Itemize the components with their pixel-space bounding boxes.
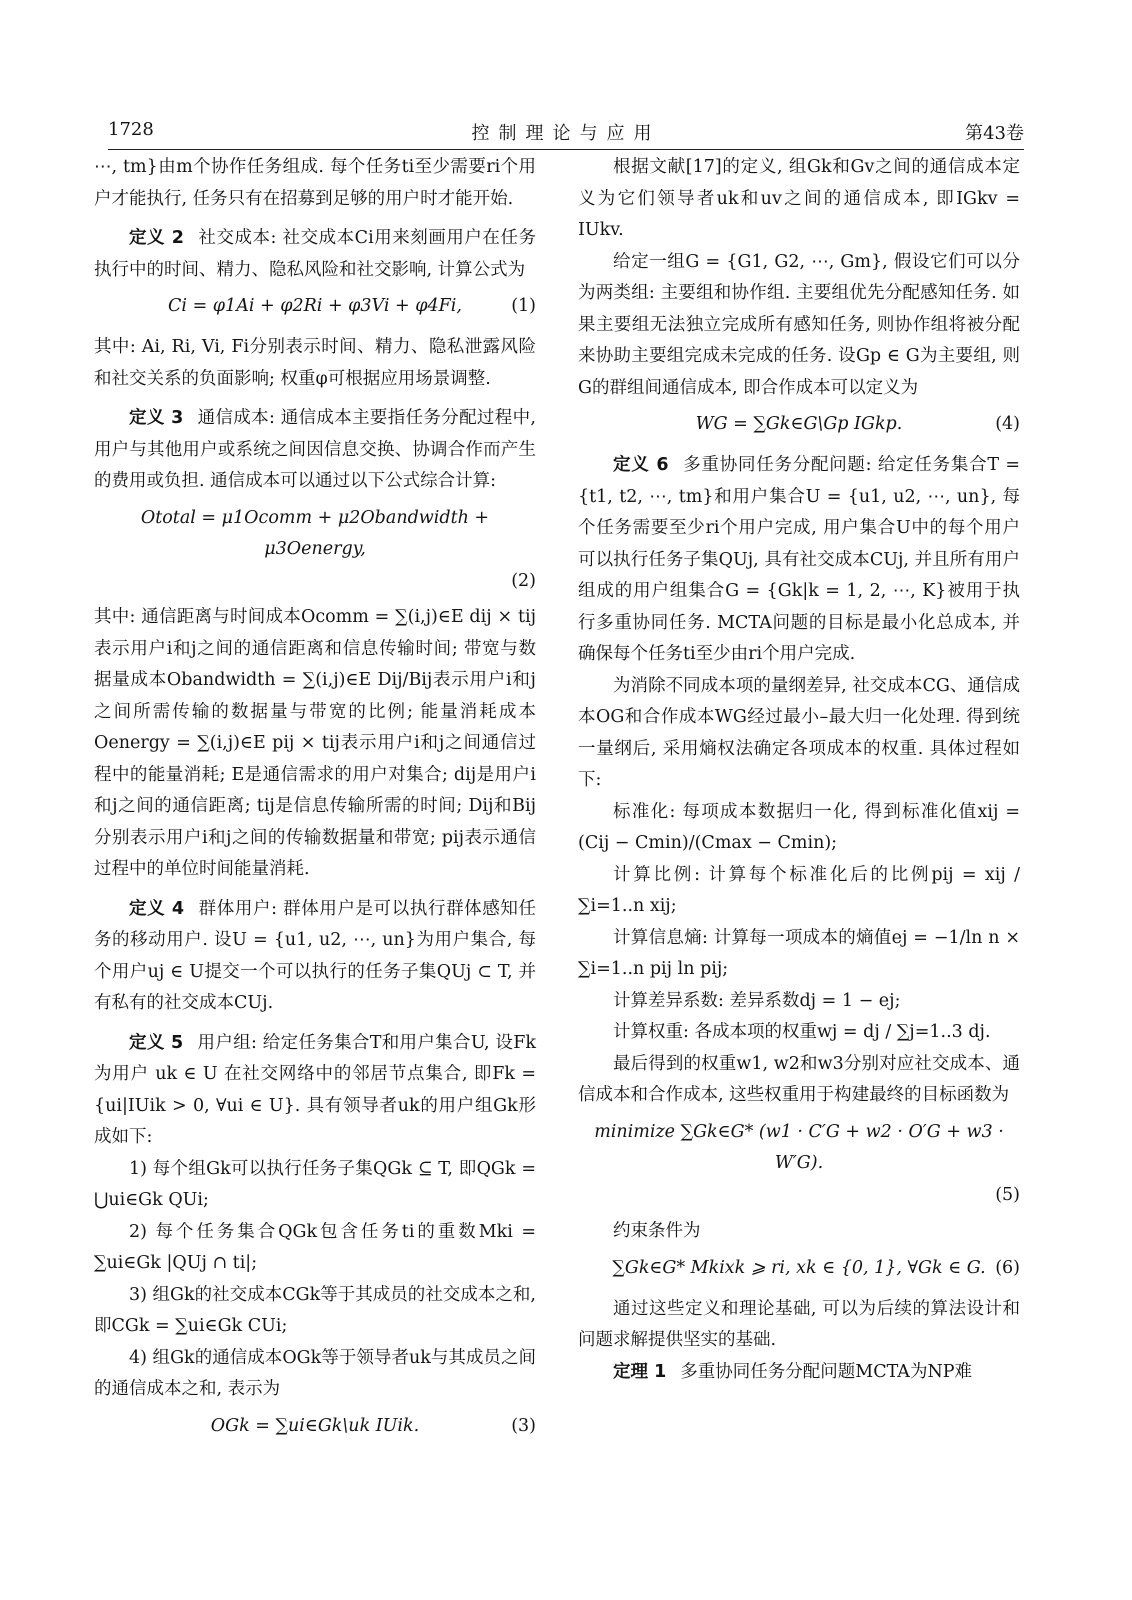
definition-text: 用户组: 给定任务集合T和用户集合U, 设Fk为用户 uk ∈ U 在社交网络中的邻居节点集合, 即Fk = {ui|IUik > 0, ∀ui ∈ U}. 具有领导者uk的用户组Gk形成如下: — [94, 1032, 536, 1147]
step-weight: 计算权重: 各成本项的权重wj = dj / ∑j=1..3 dj. — [613, 1022, 991, 1042]
paragraph: 最后得到的权重w1, w2和w3分别对应社交成本、通信成本和合作成本, 这些权重用于构建最终的目标函数为 — [578, 1053, 1020, 1105]
list-item: 1) 每个组Gk可以执行任务子集QGk ⊆ T, 即QGk = ⋃ui∈Gk QUi; — [94, 1158, 536, 1210]
equation-4 — [578, 409, 1020, 445]
definition-text: 多重协同任务分配问题: 给定任务集合T = {t1, t2, ⋯, tm}和用户集合U = {u1, u2, ⋯, un}, 每个任务需要至少ri个用户完成, 用户集合U中的每个用户可以执行任务子集QUj, 具有社交成本CUj, 并且所有用户组成的用户组集合G = {Gk|k = 1, 2, ⋯, K}被用于执行多重协同任务. MCTA问题的目标是最小化总成本, 并确保每个任务ti至少由ri个用户完成. — [578, 455, 1020, 664]
paragraph: 为消除不同成本项的量纲差异, 社交成本CG、通信成本OG和合作成本WG经过最小–最大归一化处理. 得到统一量纲后, 采用熵权法确定各项成本的权重. 具体过程如下: — [578, 675, 1020, 790]
list-item: 2) 每个任务集合QGk包含任务ti的重数Mki = ∑ui∈Gk |QUj ∩ ti|; — [94, 1221, 536, 1273]
list-item: 4) 组Gk的通信成本OGk等于领导者uk与其成员之间的通信成本之和, 表示为 — [94, 1347, 536, 1399]
definition-4 — [94, 894, 536, 1020]
equation-number: (4) — [995, 414, 1020, 434]
paragraph: 根据文献[17]的定义, 组Gk和Gv之间的通信成本定义为它们领导者uk和uv之间的通信成本, 即IGkv = IUkv. — [578, 157, 1020, 240]
definition-2 — [94, 223, 536, 286]
running-header — [108, 115, 1024, 150]
definition-label: 定义 6 — [613, 455, 669, 475]
step-difference: 计算差异系数: 差异系数dj = 1 − ej; — [613, 990, 901, 1011]
left-column — [94, 152, 536, 1452]
theorem-1 — [578, 1357, 1020, 1389]
definition-5 — [94, 1028, 536, 1154]
equation-number: (6) — [995, 1257, 1020, 1278]
equation-number: (2) — [511, 570, 536, 591]
right-column — [578, 152, 1020, 1388]
equation-number: (5) — [995, 1184, 1020, 1205]
equation-body: Ototal = μ1Ocomm + μ2Obandwidth + μ3Oenergy, — [140, 507, 490, 559]
paragraph: 其中: Ai, Ri, Vi, Fi分别表示时间、精力、隐私泄露风险和社交关系的负面影响; 权重φ可根据应用场景调整. — [94, 337, 536, 389]
journal-title: 控制理论与应用 — [471, 123, 661, 144]
equation-body: Ci = φ1Ai + φ2Ri + φ3Vi + φ4Fi, — [168, 296, 462, 316]
paragraph: 通过这些定义和理论基础, 可以为后续的算法设计和问题求解提供坚实的基础. — [578, 1298, 1020, 1350]
definition-label: 定义 4 — [129, 898, 185, 919]
definition-text: 社交成本: 社交成本Ci用来刻画用户在任务执行中的时间、精力、隐私风险和社交影响, 计算公式为 — [94, 228, 536, 280]
equation-5 — [578, 1117, 1020, 1212]
equation-body: ∑Gk∈G* Mkixk ⩾ ri, xk ∈ {0, 1}, ∀Gk ∈ G. — [612, 1257, 986, 1278]
step-normalize: 标准化: 每项成本数据归一化, 得到标准化值xij = (Cij − Cmin)/(Cmax − Cmin); — [578, 801, 1020, 853]
equation-6 — [578, 1253, 1020, 1289]
step-entropy: 计算信息熵: 计算每一项成本的熵值ej = −1/ln n × ∑i=1..n pij ln pij; — [578, 927, 1020, 979]
paragraph: 给定一组G = {G1, G2, ⋯, Gm}, 假设它们可以分为两类组: 主要组和协作组. 主要组优先分配感知任务. 如果主要组无法独立完成所有感知任务, 则协作组将被分配来协助主要组完成未完成的任务. 设Gp ∈ G为主要组, 则G的群组间通信成本, 即合作成本可以定义为 — [578, 251, 1020, 398]
equation-body: OGk = ∑ui∈Gk\uk IUik. — [210, 1415, 420, 1436]
equation-number: (3) — [511, 1415, 536, 1436]
theorem-text: 多重协同任务分配问题MCTA为NP难 — [680, 1361, 973, 1382]
volume-label: 第43卷 — [965, 123, 1024, 144]
paragraph: 其中: 通信距离与时间成本Ocomm = ∑(i,j)∈E dij × tij表示用户i和j之间的通信距离和信息传输时间; 带宽与数据量成本Obandwidth = ∑(i,j)∈E Dij/Bij表示用户i和j之间所需传输的数据量与带宽的比例; 能量消耗成本Oenergy = ∑(i,j)∈E pij × tij表示用户i和j之间通信过程中的能量消耗; E是通信需求的用户对集合; dij是用户i和j之间的通信距离; tij是信息传输所需的时间; Dij和Bij分别表示用户i和j之间的传输数据量和带宽; pij表示通信过程中的单位时间能量消耗. — [94, 607, 536, 879]
definition-label: 定义 5 — [129, 1032, 184, 1053]
definition-3 — [94, 403, 536, 498]
theorem-label: 定理 1 — [613, 1361, 667, 1382]
step-proportion: 计算比例: 计算每个标准化后的比例pij = xij / ∑i=1..n xij; — [578, 864, 1020, 916]
equation-body: minimize ∑Gk∈G* (w1 · C′G + w2 · O′G + w3 · W′G). — [594, 1121, 1004, 1173]
equation-2 — [94, 503, 536, 598]
definition-label: 定义 3 — [129, 408, 184, 428]
definition-text: 群体用户: 群体用户是可以执行群体感知任务的移动用户. 设U = {u1, u2, ⋯, un}为用户集合, 每个用户uj ∈ U提交一个可以执行的任务子集QUj ⊂ T, 并有私有的社交成本CUj. — [94, 898, 536, 1013]
definition-6 — [578, 450, 1020, 671]
equation-number: (1) — [511, 296, 536, 316]
page-number: 1728 — [108, 119, 154, 140]
equation-3 — [94, 1411, 536, 1447]
definition-label: 定义 2 — [129, 228, 184, 248]
list-item: 3) 组Gk的社交成本CGk等于其成员的社交成本之和, 即CGk = ∑ui∈Gk CUi; — [94, 1284, 536, 1336]
equation-body: WG = ∑Gk∈G\Gp IGkp. — [695, 414, 903, 434]
paragraph: 约束条件为 — [613, 1221, 701, 1241]
paragraph-intro: ⋯, tm}由m个协作任务组成. 每个任务ti至少需要ri个用户才能执行, 任务只有在招募到足够的用户时才能开始. — [94, 157, 536, 209]
equation-1 — [94, 291, 536, 327]
definition-text: 通信成本: 通信成本主要指任务分配过程中, 用户与其他用户或系统之间因信息交换、协调合作而产生的费用或负担. 通信成本可以通过以下公式综合计算: — [94, 408, 536, 491]
